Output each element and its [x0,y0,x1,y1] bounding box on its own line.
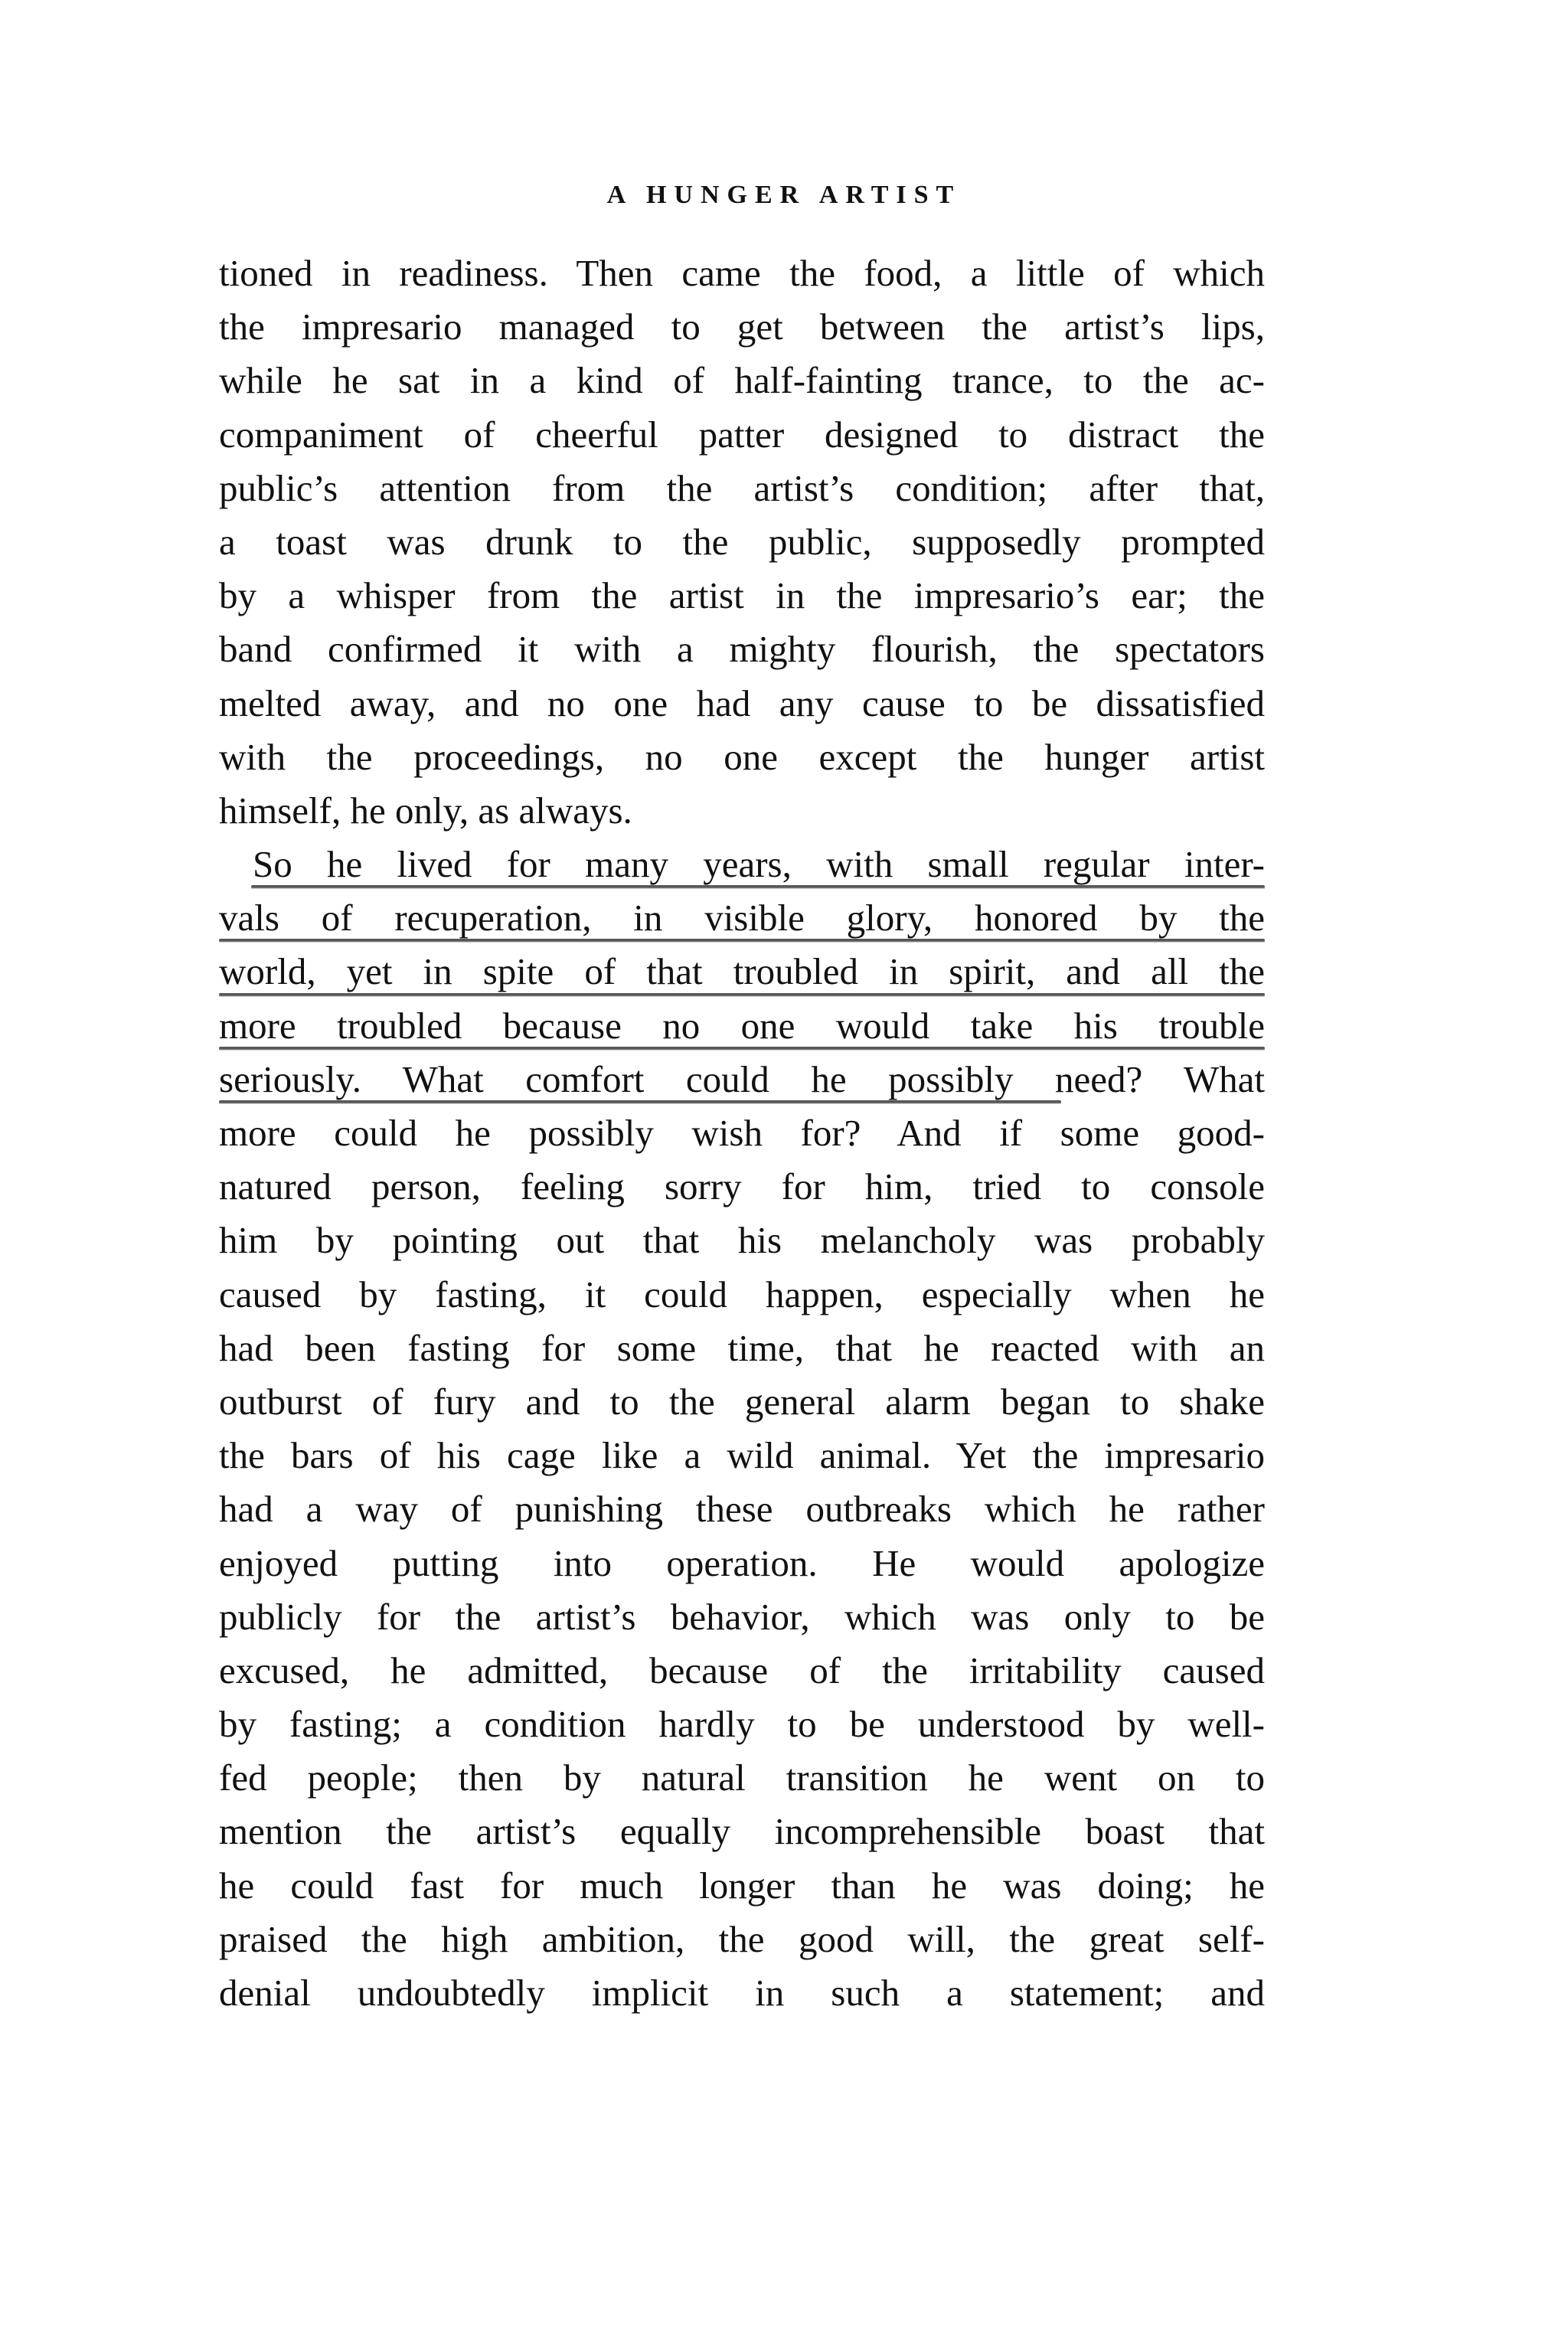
text-line: with the proceedings, no one except the hunger artist [219,735,1265,778]
text-line-underlined: vals of recuperation, in visible glory, honored by the [219,891,1265,945]
text-line: excused, he admitted, because of the irritability caused [219,1649,1265,1691]
text-line: had a way of punishing these outbreaks which he rather [219,1488,1265,1531]
text-line: band confirmed it with a mighty flourish, the spectators [219,628,1265,671]
text-line: by a whisper from the artist in the impresario’s ear; the [219,574,1265,617]
text-line: a toast was drunk to the public, supposedly prompted [219,520,1265,563]
text-line: he could fast for much longer than he was doing; he [219,1864,1265,1907]
text-line: caused by fasting, it could happen, especially when he [219,1273,1265,1315]
text-line-underlined: So he lived for many years, with small regular inter- [219,838,1265,891]
text-line: the bars of his cage like a wild animal. Yet the impresario [219,1434,1265,1477]
text-line: tioned in readiness. Then came the food, a little of which [219,252,1265,294]
text-line: mention the artist’s equally incomprehensible boast that [219,1810,1265,1853]
text-line: him by pointing out that his melancholy was probably [219,1219,1265,1262]
text-line: had been fasting for some time, that he reacted with an [219,1326,1265,1369]
text-line: publicly for the artist’s behavior, which was only to be [219,1595,1265,1638]
text-line: by fasting; a condition hardly to be understood by well- [219,1703,1265,1746]
text-line: fed people; then by natural transition he went on to [219,1756,1265,1799]
text-line: enjoyed putting into operation. He would apologize [219,1541,1265,1584]
pencil-underline [219,939,1265,942]
text-line-underlined: more troubled because no one would take his trouble [219,999,1265,1053]
pencil-underline [219,1047,1265,1050]
text-line: melted away, and no one had any cause to be dissatisfied [219,681,1265,724]
text-line: more could he possibly wish for? And if some good- [219,1112,1265,1154]
pencil-underline [251,885,1265,888]
text-line: outburst of fury and to the general alarm began to shake [219,1380,1265,1423]
pencil-underline [219,993,1265,996]
text-line: the impresario managed to get between the artist’s lips, [219,306,1265,348]
text-line: denial undoubtedly implicit in such a statement; and [219,1972,1265,2014]
text-line: himself, he only, as always. [219,789,632,832]
body-text [219,247,1265,2020]
text-line: while he sat in a kind of half-fainting trance, to the ac- [219,359,1265,402]
text-line-underlined: world, yet in spite of that troubled in spirit, and all the [219,945,1265,998]
text-line-underlined: seriously. What comfort could he possibly need? What [219,1053,1265,1106]
running-head: A HUNGER ARTIST [606,181,962,209]
text-line: praised the high ambition, the good will, the great self- [219,1917,1265,1960]
text-line: companiment of cheerful patter designed to distract the [219,413,1265,456]
text-line: public’s attention from the artist’s condition; after that, [219,466,1265,509]
pencil-underline [219,1100,1061,1103]
text-line: natured person, feeling sorry for him, tried to console [219,1165,1265,1208]
